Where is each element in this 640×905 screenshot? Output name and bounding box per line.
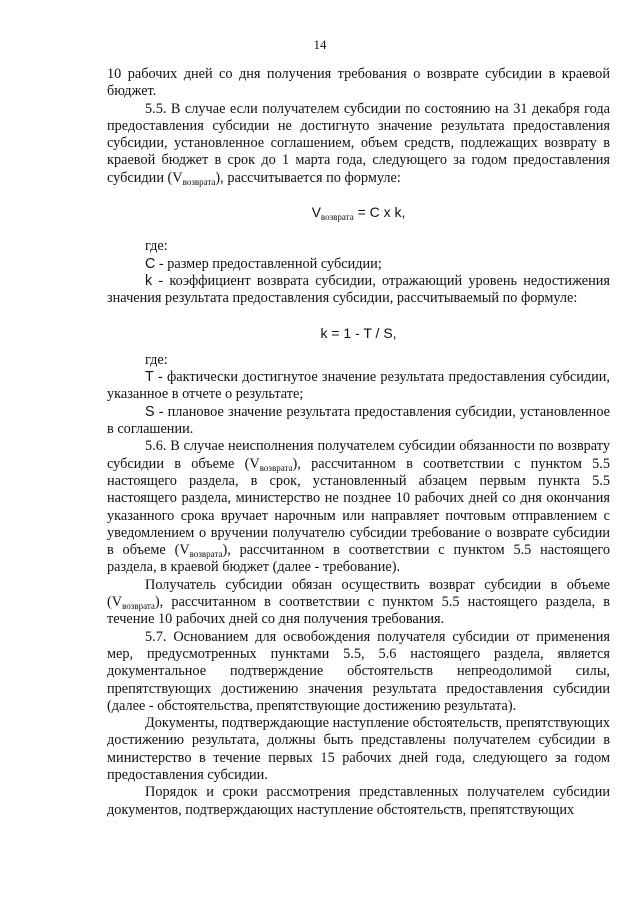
where-label: где:	[145, 351, 168, 368]
document-body	[107, 66, 610, 819]
text: - фактически достигнутое значение результата предоставления субсидии, указанное в отчете о результате;	[107, 369, 610, 403]
paragraph-5-7: 5.7. Основанием для освобождения получателя субсидии от применения мер, предусмотренных пунктами 5.5, 5.6 настоящего раздела, является документальное подтверждение обстоятельств непреодолимой силы, препятствующих достижению значения результата предоставления субсидии (далее - обстоятельства, препятствующие достижению результата).	[107, 628, 610, 714]
symbol: k	[145, 272, 153, 289]
definition-c	[107, 256, 610, 273]
where-label: где:	[145, 238, 168, 255]
symbol: S	[145, 403, 155, 420]
paragraph-order: Порядок и сроки рассмотрения представленных получателем субсидии документов, подтверждающих наступление обстоятельств, препятствующих	[107, 784, 610, 818]
text: ), рассчитанном в соответствии с пунктом 5.5 настоящего раздела, в краевой бюджет (далее - требование).	[107, 542, 610, 576]
text: - размер предоставленной субсидии;	[155, 255, 382, 272]
formula-coefficient: k = 1 - T / S,	[320, 324, 397, 341]
subscript: возврата	[182, 176, 216, 187]
formula-rest: = C x k,	[353, 204, 406, 221]
definition-t	[107, 369, 610, 404]
text: - коэффициент возврата субсидии, отражающий уровень недостижения значения результата предоставления субсидии, рассчитываемый по формуле:	[107, 272, 610, 307]
text: - плановое значение результата предоставления субсидии, установленное в соглашении.	[107, 403, 610, 438]
paragraph-5-5	[107, 101, 610, 187]
text: ), рассчитанном в соответствии с пунктом 5.5 настоящего раздела, в срок, установленный абзацем первым пункта 5.5 настоящего раздела, министерство не позднее 10 рабочих дней со дня окончания указанного срока вручает нарочным или направляет почтовым отправлением с уведомлением о вручении получателю субсидии требование о возврате субсидии в объеме (V	[107, 455, 610, 559]
formula-return-volume	[107, 204, 610, 221]
formula-symbol: V	[311, 204, 321, 221]
text: ), рассчитанном в соответствии с пунктом 5.5 настоящего раздела, в течение 10 рабочих дней со дня получения требования.	[107, 594, 610, 628]
subscript: возврата	[259, 462, 293, 473]
subscript: возврата	[122, 601, 155, 612]
text: ), рассчитывается по формуле:	[215, 169, 401, 186]
definition-k	[107, 273, 610, 308]
subscript: возврата	[189, 549, 223, 560]
paragraph-documents: Документы, подтверждающие наступление обстоятельств, препятствующих достижению результата, должны быть представлены получателем субсидии в министерство в течение первых 15 рабочих дней года, следующего за годом предоставления субсидии.	[107, 715, 610, 783]
subscript: возврата	[320, 212, 354, 223]
symbol: T	[145, 369, 154, 386]
definition-s	[107, 404, 610, 439]
text: 5.6. В случае неисполнения получателем субсидии обязанности по возврату субсидии в объеме (V	[107, 438, 610, 472]
paragraph-5-6	[107, 438, 610, 576]
paragraph-recipient-obligation	[107, 577, 610, 629]
symbol: C	[145, 255, 156, 272]
paragraph-continuation: 10 рабочих дней со дня получения требования о возврате субсидии в краевой бюджет.	[107, 66, 610, 100]
text: Получатель субсидии обязан осуществить возврат субсидии в объеме (V	[107, 576, 610, 611]
page-number: 14	[313, 37, 327, 52]
text: 5.5. В случае если получателем субсидии по состоянию на 31 декабря года предоставления субсидии не достигнуто значение результата предоставления субсидии, установленное соглашением, объем средств, подлежащих возврату в краевой бюджет в срок до 1 марта года, следующего за годом предоставления субсидии (V	[107, 100, 610, 186]
